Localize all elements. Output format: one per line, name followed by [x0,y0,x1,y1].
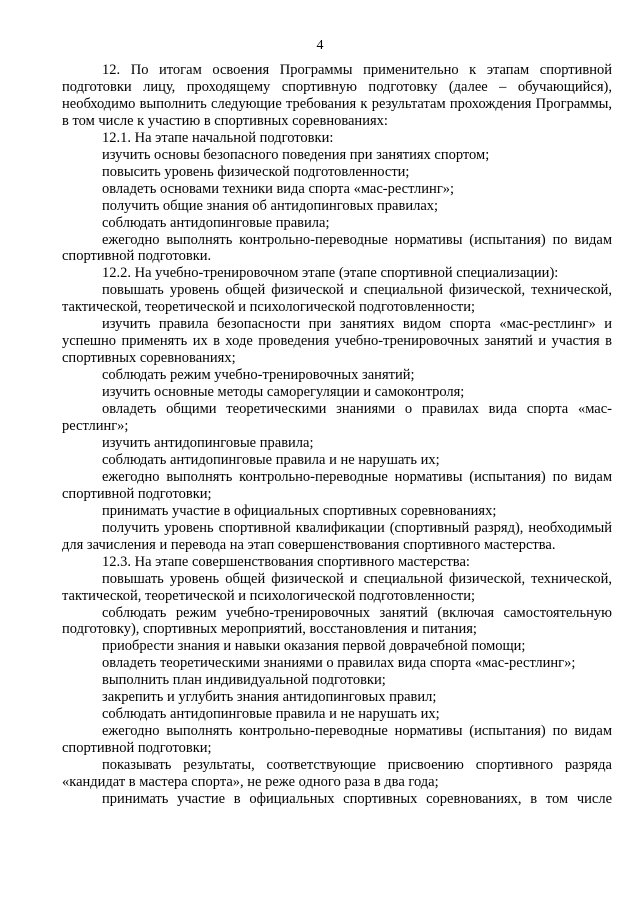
list-item: показывать результаты, соответствующие присвоению спортивного разряда «кандидат в мастера спорта», не реже одного раза в два года; [62,757,612,791]
list-item: принимать участие в официальных спортивных соревнованиях; [102,502,497,519]
list-item: ежегодно выполнять контрольно-переводные нормативы (испытания) по видам спортивной подготовки; [62,468,612,502]
list-item: изучить основные методы саморегуляции и самоконтроля; [102,384,465,401]
section-heading-12-2: 12.2. На учебно-тренировочном этапе (этапе спортивной специализации): [102,265,559,282]
document-body [62,62,612,808]
list-item: принимать участие в официальных спортивных соревнованиях, в том числе [102,790,612,807]
paragraph-intro: 12. По итогам освоения Программы применительно к этапам спортивной подготовки лицу, проходящему спортивную подготовку (далее – обучающийся), необходимо выполнить следующие требования к результатам прохождения Программы, в том числе к участию в спортивных соревнованиях: [62,62,612,129]
list-item: повышать уровень общей физической и специальной физической, технической, тактической, теоретической и психологической подготовленности; [62,282,612,316]
list-item: соблюдать антидопинговые правила и не нарушать их; [102,706,440,723]
list-item: закрепить и углубить знания антидопинговых правил; [102,689,437,706]
section-heading-12-1: 12.1. На этапе начальной подготовки: [102,129,334,146]
list-item: повысить уровень физической подготовленности; [102,163,410,180]
list-item: овладеть общими теоретическими знаниями о правилах вида спорта «мас-рестлинг»; [62,401,612,435]
section-heading-12-3: 12.3. На этапе совершенствования спортивного мастерства: [102,553,470,570]
list-item: выполнить план индивидуальной подготовки; [102,672,386,689]
list-item: изучить антидопинговые правила; [102,434,314,451]
list-item: соблюдать антидопинговые правила и не нарушать их; [102,451,440,468]
list-item: получить общие знания об антидопинговых правилах; [102,197,439,214]
list-item: соблюдать режим учебно-тренировочных занятий (включая самостоятельную подготовку), спортивных мероприятий, восстановления и питания; [62,604,612,638]
list-item: ежегодно выполнять контрольно-переводные нормативы (испытания) по видам спортивной подготовки; [62,723,612,757]
list-item: соблюдать режим учебно-тренировочных занятий; [102,367,415,384]
list-item: повышать уровень общей физической и специальной физической, технической, тактической, теоретической и психологической подготовленности; [62,570,612,604]
page-number: 4 [316,38,324,53]
list-item: овладеть теоретическими знаниями о правилах вида спорта «мас-рестлинг»; [102,655,576,672]
list-item: изучить основы безопасного поведения при занятиях спортом; [102,146,490,163]
list-item: получить уровень спортивной квалификации (спортивный разряд), необходимый для зачисления и перевода на этап совершенствования спортивного мастерства. [62,519,612,553]
list-item: изучить правила безопасности при занятиях видом спорта «мас-рестлинг» и успешно применять их в ходе проведения учебно-тренировочных занятий и участия в спортивных соревнованиях; [62,316,612,367]
list-item: овладеть основами техники вида спорта «мас-рестлинг»; [102,180,455,197]
list-item: ежегодно выполнять контрольно-переводные нормативы (испытания) по видам спортивной подготовки. [62,231,612,265]
list-item: соблюдать антидопинговые правила; [102,214,330,231]
list-item: приобрести знания и навыки оказания первой доврачебной помощи; [102,638,526,655]
